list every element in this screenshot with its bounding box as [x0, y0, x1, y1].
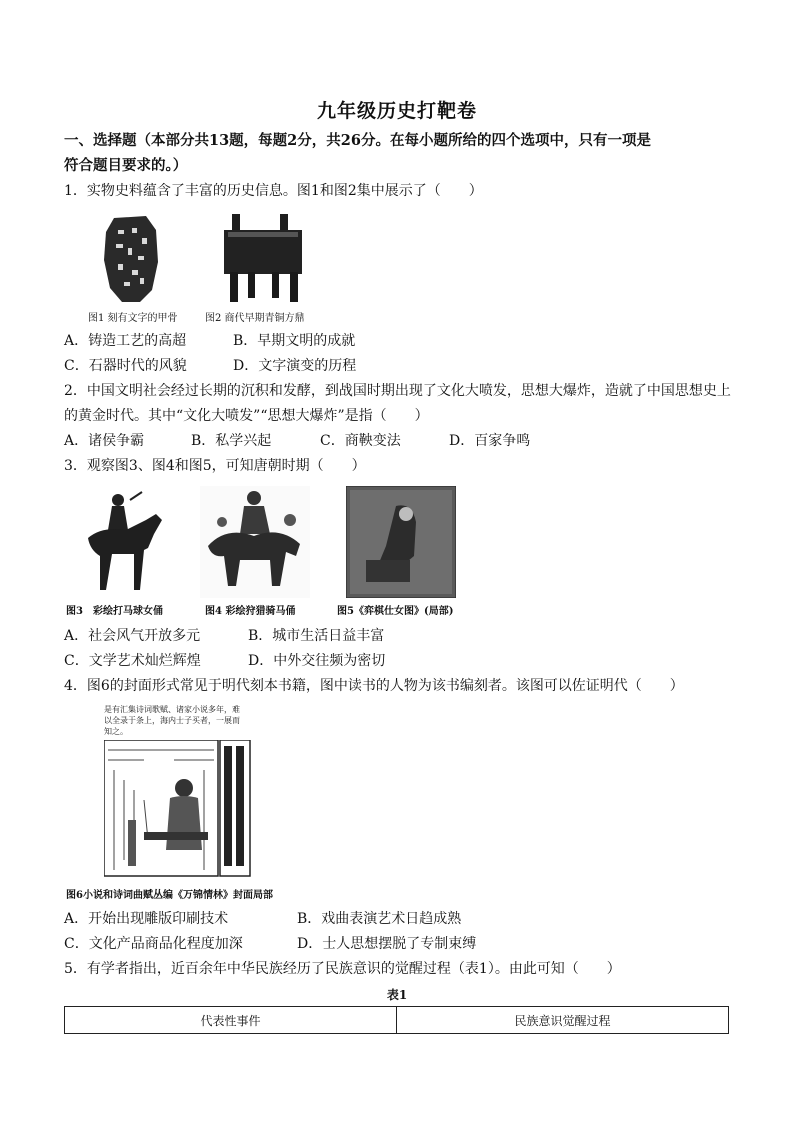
- fig6-caption: 图6小说和诗词曲赋丛编《万锦情林》封面局部: [66, 890, 273, 901]
- fig5-caption: 图5《弈棋仕女图》(局部): [337, 606, 454, 617]
- book-cover-text-2: 以全录于条上，海内士子买者，一展而: [104, 716, 240, 725]
- book-cover-woodcut-icon: [104, 740, 254, 886]
- q1-option-a[interactable]: A．铸造工艺的高超: [64, 333, 187, 349]
- section-header-line2: 符合题目要求的。）: [64, 157, 188, 174]
- q3-option-b[interactable]: B．城市生活日益丰富: [248, 628, 385, 644]
- page-title: 九年级历史打靶卷: [316, 100, 477, 122]
- playing-chess-painting-image: [346, 486, 456, 598]
- book-cover-top-text: [104, 704, 244, 737]
- q1-option-b[interactable]: B．早期文明的成就: [233, 333, 356, 349]
- q1-stem: 1．实物史料蕴含了丰富的历史信息。图1和图2集中展示了（ ）: [64, 183, 483, 199]
- hunting-rider-figurine-image: [200, 486, 310, 598]
- bronze-ding-image: [216, 212, 316, 306]
- table-row: [65, 1007, 729, 1034]
- fig3-caption: 图3 彩绘打马球女俑: [66, 606, 163, 617]
- q5-stem: 5．有学者指出，近百余年中华民族经历了民族意识的觉醒过程（表1）。由此可知（ ）: [64, 961, 621, 977]
- q4-stem: 4．图6的封面形式常见于明代刻本书籍，图中读书的人物为该书编刻者。该图可以佐证明代（ ）: [64, 678, 684, 694]
- q3-option-d[interactable]: D．中外交往频为密切: [248, 653, 386, 669]
- table1-col1-header: 代表性事件: [65, 1007, 397, 1034]
- q2-option-b[interactable]: B．私学兴起: [191, 433, 272, 449]
- fig1-caption: 图1 刻有文字的甲骨: [88, 313, 178, 324]
- q2-option-c[interactable]: C．商鞅变法: [320, 433, 401, 449]
- oracle-bone-image: [96, 212, 166, 304]
- table1-col2-header: 民族意识觉醒过程: [397, 1007, 729, 1034]
- section-header-line1: 一、选择题（本部分共13题，每题2分，共26分。在每小题所给的四个选项中，只有一项是: [64, 132, 651, 149]
- q1-option-d[interactable]: D．文字演变的历程: [233, 358, 357, 374]
- q4-option-b[interactable]: B．戏曲表演艺术日趋成熟: [297, 911, 462, 927]
- q2-option-a[interactable]: A．诸侯争霸: [64, 433, 145, 449]
- polo-horse-figurine-image: [82, 490, 166, 598]
- fig2-caption: 图2 商代早期青铜方鼎: [205, 313, 305, 324]
- q4-option-c[interactable]: C．文化产品商品化程度加深: [64, 936, 243, 952]
- q4-option-a[interactable]: A．开始出现雕版印刷技术: [64, 911, 229, 927]
- fig4-caption: 图4 彩绘狩猎骑马俑: [205, 606, 296, 617]
- q2-stem-line1: 2．中国文明社会经过长期的沉积和发酵，到战国时期出现了文化大喷发，思想大爆炸，造就了中国思想史上: [64, 383, 731, 399]
- q2-option-d[interactable]: D．百家争鸣: [449, 433, 531, 449]
- book-cover-image: [104, 704, 244, 876]
- q3-stem: 3．观察图3、图4和图5，可知唐朝时期（ ）: [64, 458, 366, 474]
- q2-stem-line2: 的黄金时代。其中“文化大喷发”“思想大爆炸”是指（ ）: [64, 408, 429, 424]
- q1-option-c[interactable]: C．石器时代的风貌: [64, 358, 187, 374]
- q3-option-c[interactable]: C．文学艺术灿烂辉煌: [64, 653, 201, 669]
- table1: [64, 1006, 729, 1034]
- book-cover-text-1: 是有汇集诗词歌赋、诸家小说多年，难: [104, 705, 240, 714]
- q3-option-a[interactable]: A．社会风气开放多元: [64, 628, 201, 644]
- table1-caption: 表1: [386, 988, 408, 1002]
- book-cover-text-3: 知之。: [104, 727, 128, 736]
- q4-option-d[interactable]: D．士人思想摆脱了专制束缚: [297, 936, 477, 952]
